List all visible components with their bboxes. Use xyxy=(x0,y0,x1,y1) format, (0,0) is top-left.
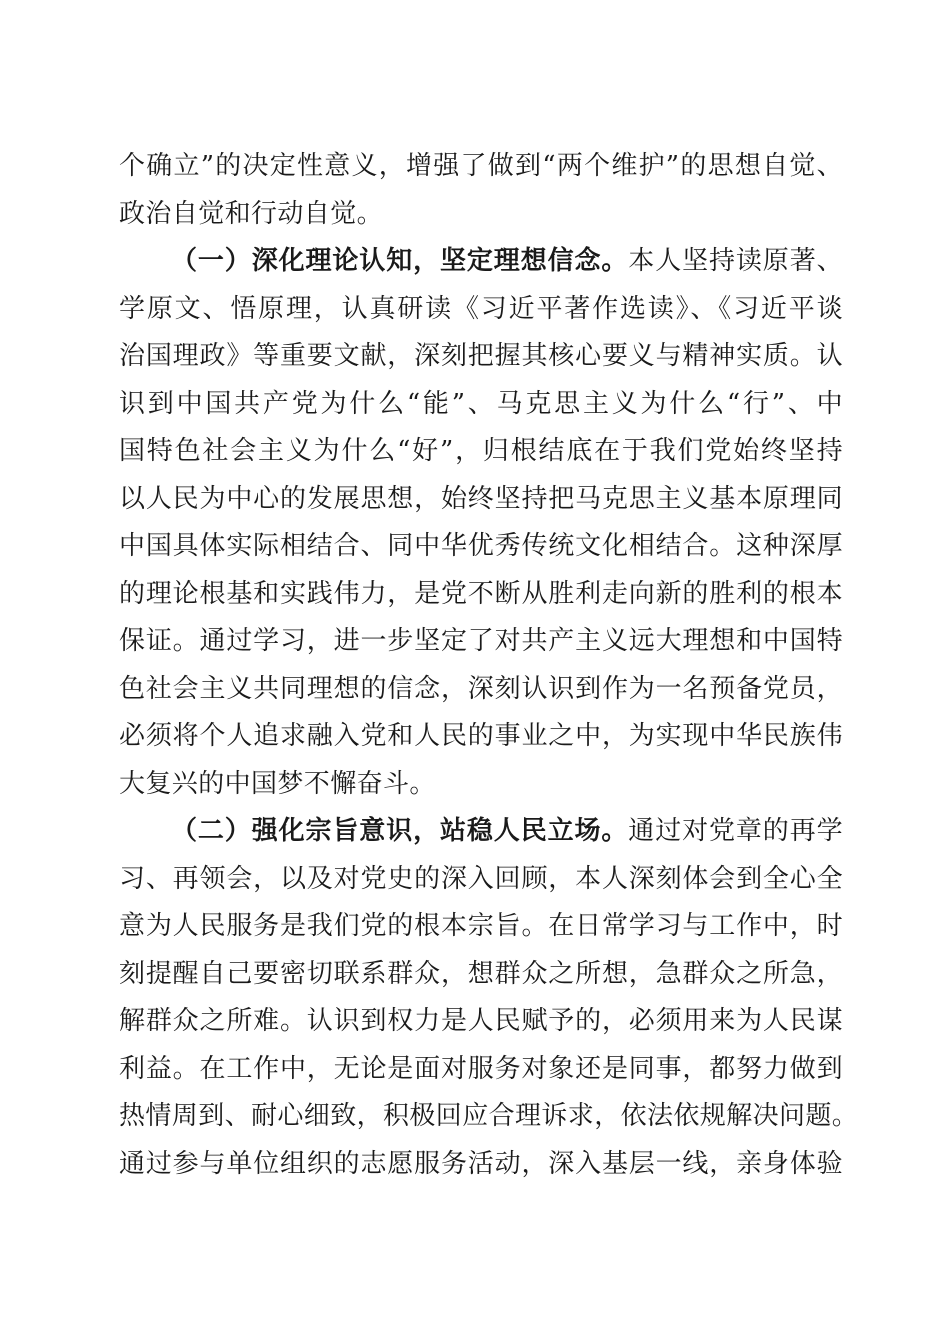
text-line: 色社会主义共同理想的信念，深刻认识到作为一名预备党员， xyxy=(119,673,843,704)
text-line: 解群众之所难。认识到权力是人民赋予的，必须用来为人民谋 xyxy=(119,1006,843,1036)
text-line: 习、再领会，以及对党史的深入回顾，本人深刻体会到全心全 xyxy=(119,863,843,894)
text-line: 治国理政》等重要文献，深刻把握其核心要义与精神实质。认 xyxy=(119,341,843,371)
text-line: 国特色社会主义为什么“好”，归根结底在于我们党始终坚持 xyxy=(119,436,843,466)
text-line: 刻提醒自己要密切联系群众，想群众之所想，急群众之所急， xyxy=(119,958,843,989)
text-line: 利益。在工作中，无论是面对服务对象还是同事，都努力做到 xyxy=(119,1053,843,1084)
text-line: 中国具体实际相结合、同中华优秀传统文化相结合。这种深厚 xyxy=(119,531,843,561)
text-line: 热情周到、耐心细致，积极回应合理诉求，依法依规解决问题。 xyxy=(119,1101,859,1131)
text-line xyxy=(119,238,843,286)
text-line xyxy=(119,808,843,856)
text-span: 本人坚持读原著、 xyxy=(628,246,843,276)
text-line: 以人民为中心的发展思想，始终坚持把马克思主义基本原理同 xyxy=(119,483,843,514)
section-1-heading: （一）深化理论认知，坚定理想信念。 xyxy=(171,246,629,276)
text-line: 意为人民服务是我们党的根本宗旨。在日常学习与工作中，时 xyxy=(119,911,843,941)
text-line: 的理论根基和实践伟力，是党不断从胜利走向新的胜利的根本 xyxy=(119,578,843,609)
text-line: 学原文、悟原理，认真研读《习近平著作选读》、《习近平谈 xyxy=(119,293,843,324)
section-2-heading: （二）强化宗旨意识，站稳人民立场。 xyxy=(171,816,629,846)
document-page xyxy=(119,143,859,1188)
text-line: 通过参与单位组织的志愿服务活动，深入基层一线，亲身体验 xyxy=(119,1148,843,1179)
text-line: 必须将个人追求融入党和人民的事业之中，为实现中华民族伟 xyxy=(119,721,843,751)
text-line: 保证。通过学习，进一步坚定了对共产主义远大理想和中国特 xyxy=(119,626,843,656)
text-span: 通过对党章的再学 xyxy=(628,816,843,846)
text-line: 个确立”的决定性意义，增强了做到“两个维护”的思想自觉、 xyxy=(119,151,843,181)
paragraph-section-2 xyxy=(119,808,859,1188)
text-line: 大复兴的中国梦不懈奋斗。 xyxy=(119,768,436,799)
text-line: 政治自觉和行动自觉。 xyxy=(119,198,384,229)
text-line: 识到中国共产党为什么“能”、马克思主义为什么“行”、中 xyxy=(119,388,843,419)
paragraph-section-1 xyxy=(119,238,843,808)
paragraph-intro xyxy=(119,143,843,238)
